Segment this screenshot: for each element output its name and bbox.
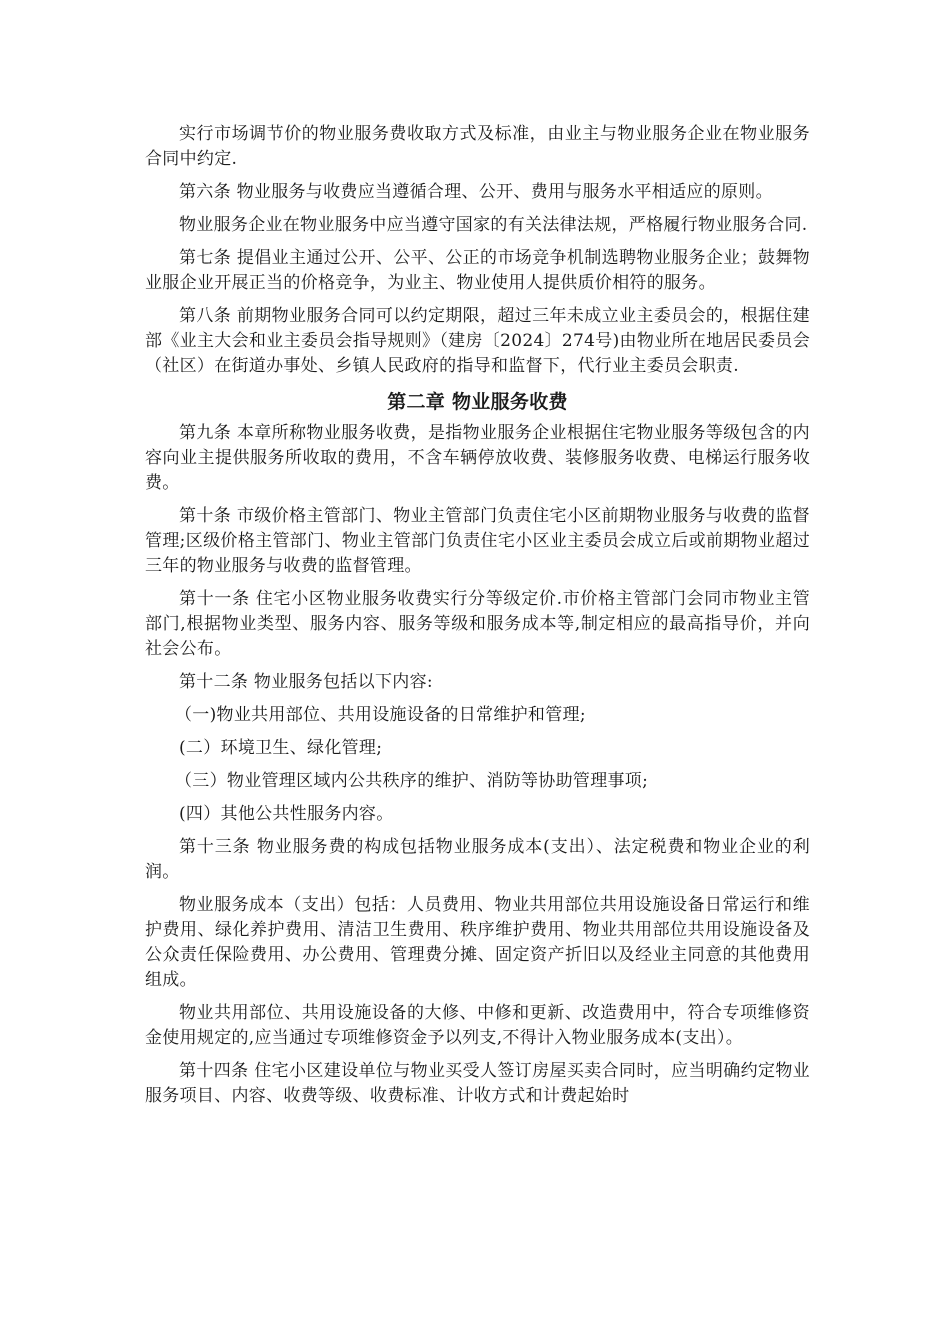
list-item-3: （三）物业管理区域内公共秩序的维护、消防等协助管理事项; [175,771,649,791]
list-item-1: （一)物业共用部位、共用设施设备的日常维护和管理; [175,705,586,725]
article-11: 第十一条 住宅小区物业服务收费实行分等级定价.市价格主管部门会同市物业主管部门,根据物业类型、服务内容、服务等级和服务成本等,制定相应的最高指导价，并向社会公布。 [145,589,810,659]
document-body [145,122,810,1117]
paragraph-service-cost: 物业服务成本（支出）包括：人员费用、物业共用部位共用设施设备日常运行和维护费用、绿化养护费用、清洁卫生费用、秩序维护费用、物业共用部位共用设施设备及公众责任保险费用、办公费用、管理费分摊、固定资产折旧以及经业主同意的其他费用组成。 [145,895,810,990]
article-12: 第十二条 物业服务包括以下内容: [179,672,433,692]
paragraph-pricing-agreement: 实行市场调节价的物业服务费收取方式及标准，由业主与物业服务企业在物业服务合同中约定. [145,124,810,169]
article-7: 第七条 提倡业主通过公开、公平、公正的市场竞争机制选聘物业服务企业；鼓舞物业服企业开展正当的价格竞争，为业主、物业使用人提供质价相符的服务。 [145,248,810,293]
article-10: 第十条 市级价格主管部门、物业主管部门负责住宅小区前期物业服务与收费的监督管理;区级价格主管部门、物业主管部门负责住宅小区业主委员会成立后或前期物业超过三年的物业服务与收费的监督管理。 [145,506,810,576]
paragraph-compliance: 物业服务企业在物业服务中应当遵守国家的有关法律法规，严格履行物业服务合同. [179,215,808,235]
paragraph-maintenance-fund: 物业共用部位、共用设施设备的大修、中修和更新、改造费用中，符合专项维修资金使用规定的,应当通过专项维修资金予以列支,不得计入物业服务成本(支出）。 [145,1003,810,1048]
article-9: 第九条 本章所称物业服务收费，是指物业服务企业根据住宅物业服务等级包含的内容向业主提供服务所收取的费用，不含车辆停放收费、装修服务收费、电梯运行服务收费。 [145,423,810,493]
list-item-4: (四）其他公共性服务内容。 [179,804,394,824]
article-8: 第八条 前期物业服务合同可以约定期限，超过三年未成立业主委员会的，根据住建部《业主大会和业主委员会指导规则》（建房〔2024〕274号)由物业所在地居民委员会（社区）在街道办事处、乡镇人民政府的指导和监督下，代行业主委员会职责. [145,306,810,376]
chapter-2-heading: 第二章 物业服务收费 [387,391,568,413]
article-14: 第十四条 住宅小区建设单位与物业买受人签订房屋买卖合同时，应当明确约定物业服务项目、内容、收费等级、收费标准、计收方式和计费起始时 [145,1061,810,1106]
article-13: 第十三条 物业服务费的构成包括物业服务成本(支出）、法定税费和物业企业的利润。 [145,837,810,882]
article-6: 第六条 物业服务与收费应当遵循合理、公开、费用与服务水平相适应的原则。 [179,182,773,202]
list-item-2: (二）环境卫生、绿化管理; [179,738,383,758]
